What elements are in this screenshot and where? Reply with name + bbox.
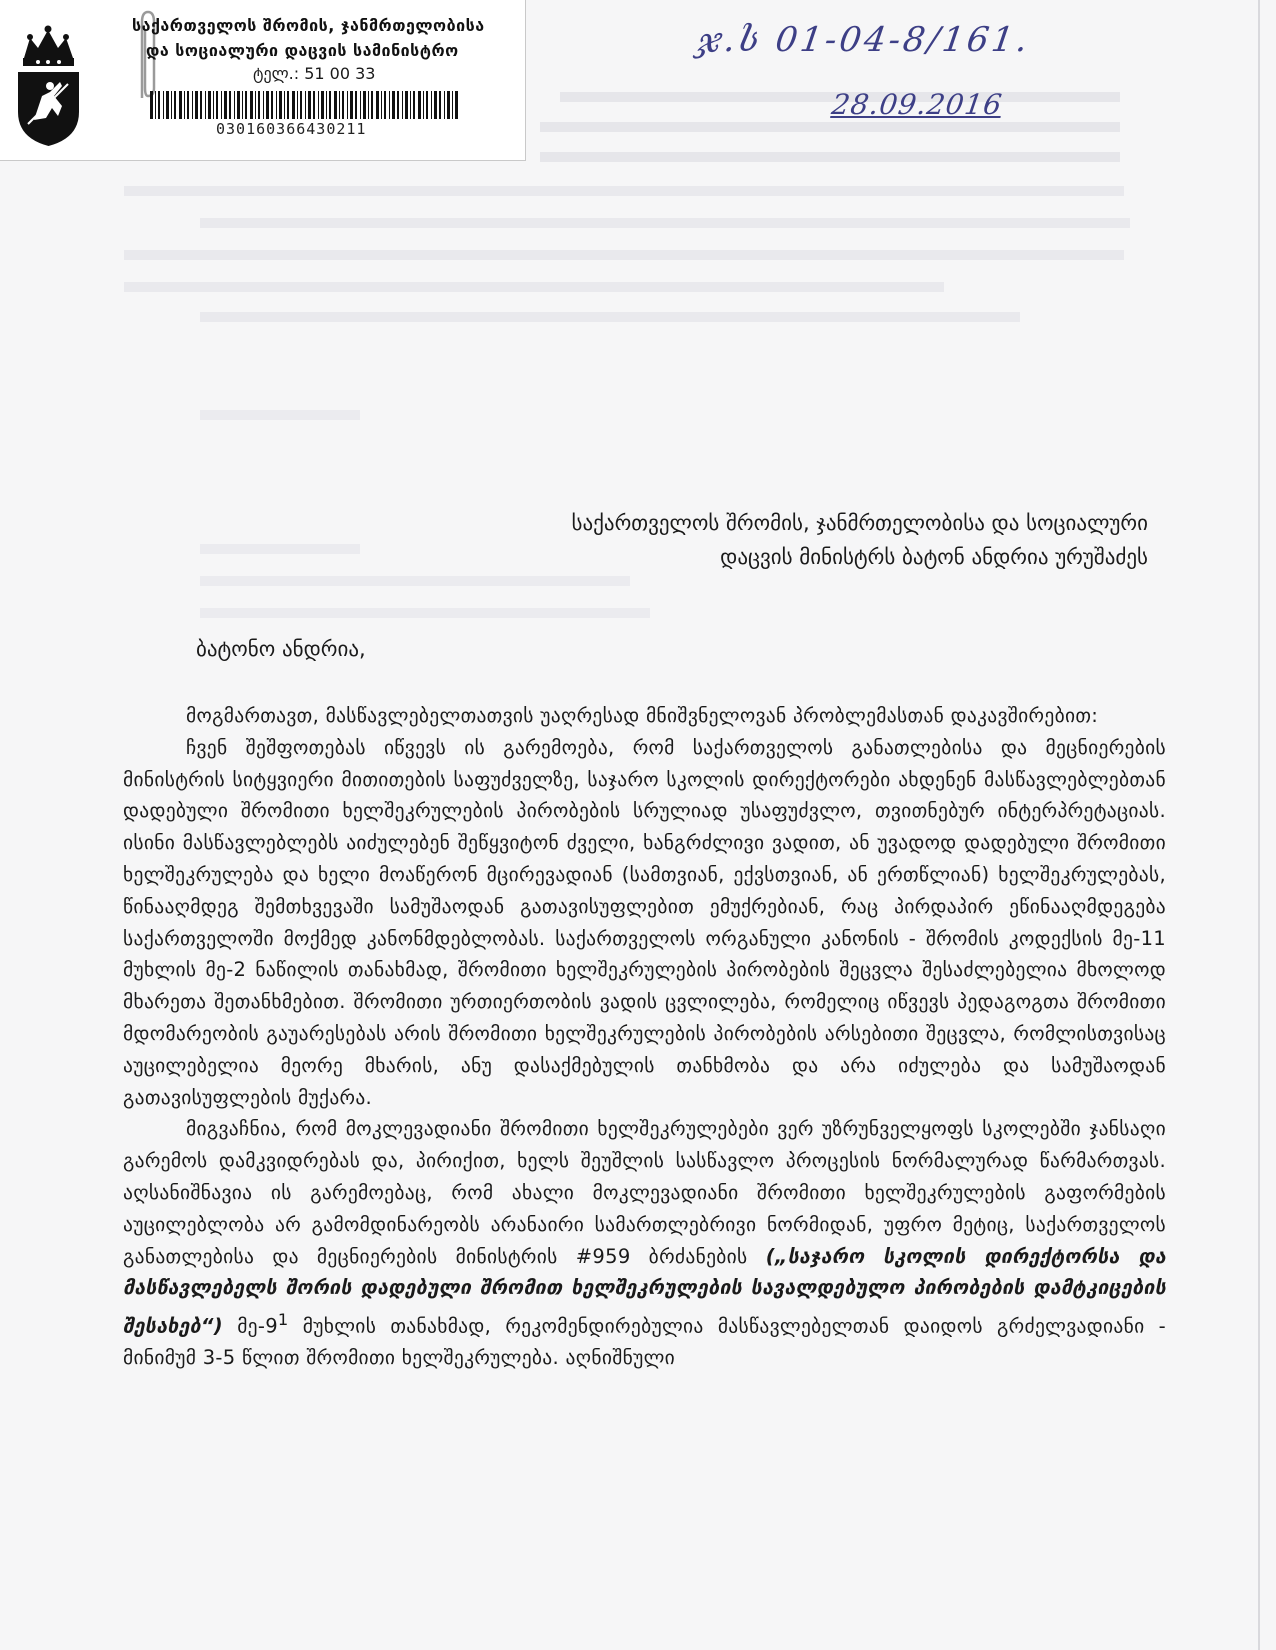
body-paragraph-1: მოგმართავთ, მასწავლებელთათვის უაღრესად მნიშვნელოვან პრობლემასთან დაკავშირებით: — [186, 704, 1099, 727]
bleed-through-line — [124, 282, 944, 292]
body-paragraph-2: ჩვენ შეშფოთებას იწვევს ის გარემოება, რომ საქართველოს განათლებისა და მეცნიერების მინისტრის სიტყვიერი მითითების საფუძველზე, საჯარო სკოლის დირექტორები ახდენენ მასწავლებლებთან დადებული შრომითი ხელშეკრულების პირობების სრულიად უსაფუძვლო, თვითნებურ ინტერპრეტაციას. ისინი მასწავლებლებს აიძულებენ შეწყვიტონ ძველი, ხანგრძლივი ვადით, ან უვადოდ დადებული შრომითი ხელშეკრულება და ხელი მოაწერონ მცირევადიან (სამთვიან, ექვსთვიან, ან ერთწლიან) ხელშეკრულებას, წინააღმდეგ შემთხვევაში სამუშაოდან გათავისუფლებით ემუქრებიან, რაც პირდაპირ ეწინააღმდეგება საქართველოში მოქმედ კანონმდებლობას. საქართველოს ორგანული კანონის - შრომის კოდექსის მე-11 მუხლის მე-2 ნაწილის თანახმად, შრომითი ხელშეკრულების პირობების შეცვლა შესაძლებელია მხოლოდ მხარეთა შეთანხმებით. შრომითი ურთიერთობის ვადის ცვლილება, რომელიც იწვევს პედაგოგთა შრომითი მდომარეობის გაუარესებას არის შრომითი ხელშეკრულების პირობების არსებითი შეცვლა, რომლისთვისაც აუცილებელია მეორე მხარის, ანუ დასაქმებულის თანხმობა და არა იძულება და სამუშაოდან გათავისუფლების მუქარა. — [123, 735, 1166, 1109]
stamp-phone: ტელ.: 51 00 33 — [253, 64, 376, 83]
addressee-line2: დაცვის მინისტრს ბატონ ანდრია ურუშაძეს — [720, 545, 1148, 569]
stamp-ministry-line1: საქართველოს შრომის, ჯანმრთელობისა — [132, 16, 485, 35]
coat-of-arms-icon — [16, 20, 81, 148]
article-reference: მე-9 — [237, 1314, 278, 1338]
salutation: ბატონო ანდრია, — [196, 637, 366, 661]
bleed-through-line — [124, 250, 1124, 260]
handwritten-reg-date: 28.09.2016 — [829, 88, 1005, 121]
barcode-number: 030160366430211 — [216, 120, 367, 138]
bleed-through-line — [540, 152, 1120, 162]
barcode — [150, 91, 460, 119]
bleed-through-line — [200, 410, 360, 420]
body-paragraph-3 — [123, 1113, 1166, 1374]
page-edge — [1258, 0, 1260, 1650]
handwritten-reg-number: ჯ.ს 01-04-8/161. — [695, 20, 1033, 60]
addressee-line1: საქართველოს შრომის, ჯანმრთელობისა და სოციალური — [571, 511, 1148, 535]
bleed-through-line — [200, 544, 360, 554]
paragraph-3-end: მუხლის თანახმად, რეკომენდირებულია მასწავლებელთან დაიდოს გრძელვადიანი - მინიმუმ 3-5 წლით შრომითი ხელშეკრულება. აღნიშნული — [123, 1314, 1167, 1370]
bleed-through-line — [540, 122, 1120, 132]
letter-body — [123, 700, 1166, 1374]
order-title-quote: („საჯარო სკოლის დირექტორსა და მასწავლებელს შორის დადებული შრომით ხელშეკრულების სავალდებულო პირობების დამტკიცების შესახებ“) — [123, 1244, 1166, 1338]
addressee-block — [572, 506, 1148, 574]
stamp-ministry-line2: და სოციალური დაცვის სამინისტრო — [146, 41, 459, 60]
registration-stamp — [0, 0, 526, 161]
article-superscript: 1 — [277, 1310, 289, 1330]
bleed-through-line — [200, 218, 1130, 228]
paragraph-3-start: მიგვაჩნია, რომ მოკლევადიანი შრომითი ხელშეკრულებები ვერ უზრუნველყოფს სკოლებში ჯანსაღი გარემოს დამკვიდრებას და, პირიქით, ხელს შეუშლის სასწავლო პროცესის ნორმალურად წარმართვას. აღსანიშნავია ის გარემოებაც, რომ ახალი მოკლევადიანი შრომითი ხელშეკრულების გაფორმების აუცილებლობა არ გამომდინარეობს არანაირი სამართლებრივი ნორმიდან, უფრო მეტიც, საქართველოს განათლებისა და მეცნიერების მინისტრის #959 ბრძანების — [123, 1117, 1166, 1268]
bleed-through-line — [200, 576, 630, 586]
bleed-through-line — [124, 186, 1124, 196]
bleed-through-line — [200, 312, 1020, 322]
bleed-through-line — [200, 608, 650, 618]
